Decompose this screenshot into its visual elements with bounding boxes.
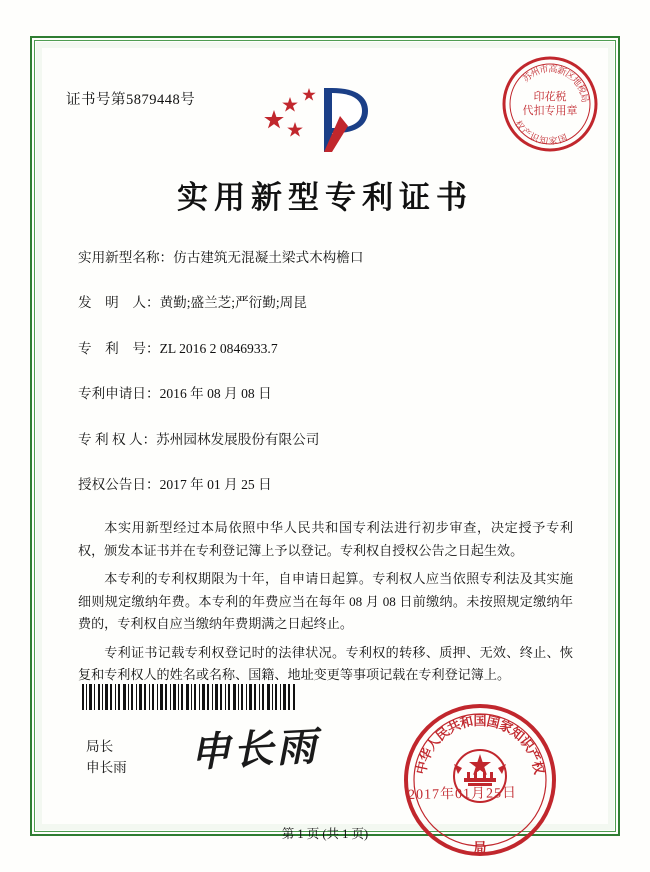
field-value: 黄勤;盛兰芝;严衍勤;周昆 — [159, 295, 307, 311]
field-list — [78, 248, 578, 520]
field-label: 专利申请日： — [78, 386, 160, 402]
field-row — [78, 430, 578, 450]
svg-text:区: 区 — [563, 68, 577, 83]
field-value: 2017 年 01 月 25 日 — [159, 476, 272, 492]
svg-text:局: 局 — [473, 840, 487, 855]
svg-text:州: 州 — [529, 65, 542, 79]
svg-text:中: 中 — [413, 759, 431, 776]
svg-text:知: 知 — [507, 723, 528, 744]
field-row — [78, 293, 578, 313]
svg-text:新: 新 — [556, 64, 568, 78]
body-paragraph-1: 本实用新型经过本局依照中华人民共和国专利法进行初步审查，决定授予专利权，颁发本证书并在专利登记簿上予以登记。专利权自授权公告之日起生效。 — [78, 520, 573, 558]
svg-text:权: 权 — [529, 759, 547, 776]
barcode — [82, 684, 297, 710]
svg-text:市: 市 — [538, 63, 550, 76]
svg-text:华: 华 — [416, 745, 436, 764]
field-label: 专 利 号： — [78, 340, 160, 356]
field-label: 发 明 人： — [78, 295, 160, 311]
svg-text:苏: 苏 — [520, 70, 535, 84]
certificate-number: 证书号第5879448号 — [66, 92, 196, 108]
body-paragraph-2: 本专利的专利权期限为十年，自申请日起算。专利权人应当依照专利法及其实施细则规定缴纳年费。本专利的年费应当在每年 08 月 08 日前缴纳。未按照规定缴纳年费的，专利权自应当缴纳年费期满之日起终止。 — [78, 571, 573, 632]
signature-title — [86, 736, 127, 778]
svg-text:和: 和 — [458, 713, 475, 731]
field-label: 实用新型名称： — [78, 250, 174, 265]
svg-text:权: 权 — [513, 118, 527, 132]
body-text — [78, 517, 573, 693]
svg-text:高: 高 — [548, 63, 558, 75]
field-row — [78, 475, 578, 495]
field-row — [78, 384, 578, 404]
page-title: 实用新型专利证书 — [177, 180, 473, 215]
field-row — [78, 248, 578, 268]
svg-text:印花税: 印花税 — [533, 91, 567, 103]
field-label: 专 利 权 人： — [78, 431, 157, 447]
seal-date: 2017年01月25日 — [407, 786, 518, 803]
svg-text:识: 识 — [528, 131, 541, 144]
svg-text:识: 识 — [516, 733, 537, 754]
svg-text:家: 家 — [496, 716, 516, 737]
svg-text:地: 地 — [570, 74, 584, 89]
tax-stamp-seal — [498, 52, 602, 156]
svg-text:税: 税 — [575, 83, 589, 96]
patent-emblem-icon — [262, 80, 392, 160]
field-value: 苏州园林发展股份有限公司 — [156, 431, 320, 447]
svg-text:人: 人 — [423, 733, 444, 754]
field-value: ZL 2016 2 0846933.7 — [159, 340, 278, 356]
svg-text:共: 共 — [444, 716, 464, 737]
field-row — [78, 339, 578, 359]
page-footer: 第 1 页 (共 1 页) — [281, 827, 369, 841]
svg-text:国: 国 — [473, 713, 487, 728]
handwritten-signature: 申长雨 — [189, 723, 321, 776]
svg-text:家: 家 — [548, 135, 559, 147]
svg-text:国: 国 — [485, 713, 502, 731]
svg-text:局: 局 — [578, 92, 591, 104]
signature-title-line2: 申长雨 — [86, 760, 127, 776]
field-value: 仿古建筑无混凝土梁式木构檐口 — [173, 250, 364, 265]
svg-text:知: 知 — [538, 134, 549, 147]
body-paragraph-3: 专利证书记载专利权登记时的法律状况。专利权的转移、质押、无效、终止、恢复和专利权人的姓名或名称、国籍、地址变更等事项记载在专利登记簿上。 — [78, 644, 573, 683]
field-value: 2016 年 08 月 08 日 — [159, 386, 272, 402]
field-label: 授权公告日： — [78, 476, 160, 492]
svg-text:民: 民 — [432, 723, 453, 744]
svg-text:代扣专用章: 代扣专用章 — [522, 105, 578, 117]
svg-text:产: 产 — [519, 125, 533, 140]
signature-title-line1: 局长 — [86, 739, 114, 754]
svg-text:国: 国 — [556, 132, 569, 146]
svg-text:产: 产 — [524, 745, 544, 764]
